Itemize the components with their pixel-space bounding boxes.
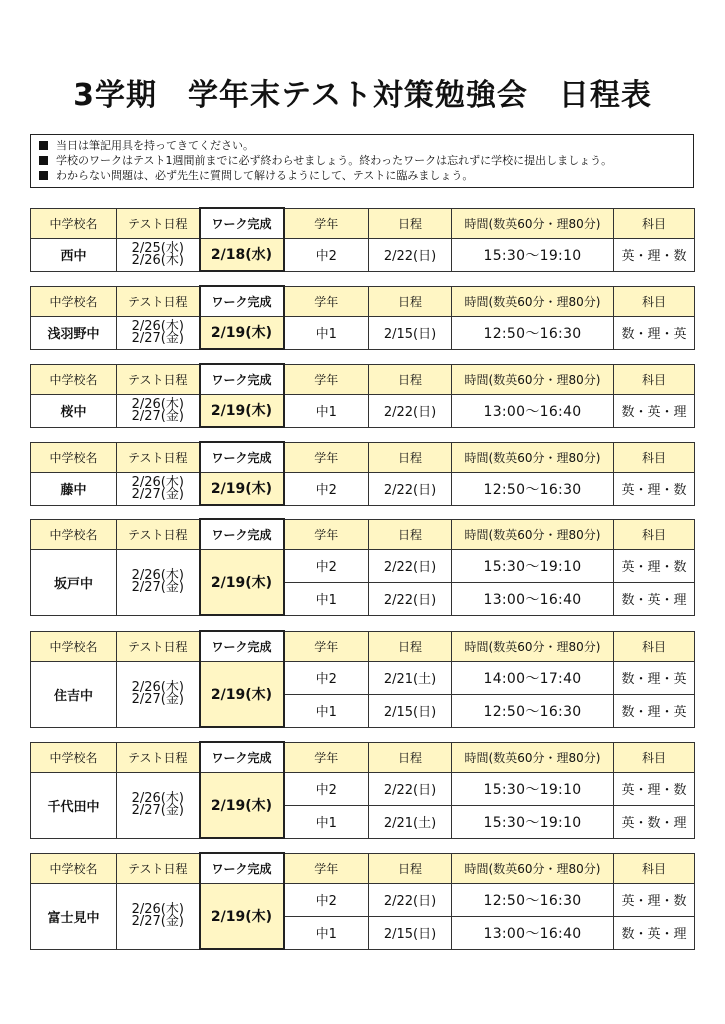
- header-subjects: 科目: [614, 364, 695, 394]
- test-date: 2/26(木): [131, 396, 184, 412]
- table-row: [31, 772, 695, 805]
- time-cell: 12:50～16:30: [452, 316, 614, 349]
- schedule-table: [30, 207, 695, 272]
- date-cell: 2/22(日): [369, 238, 452, 271]
- school-name: 桜中: [31, 394, 117, 427]
- note-item: [39, 168, 685, 183]
- test-date: 2/27(金): [131, 330, 184, 346]
- header-work-done: ワーク完成: [200, 364, 284, 394]
- school-name: 坂戸中: [31, 549, 117, 615]
- work-done-date: 2/19(木): [200, 472, 284, 505]
- school-name: 藤中: [31, 472, 117, 505]
- schedule-table: [30, 741, 695, 839]
- test-date: 2/27(金): [131, 486, 184, 502]
- subjects-cell: 英・理・数: [614, 238, 695, 271]
- grade-cell: 中1: [284, 316, 369, 349]
- header-grade: 学年: [284, 742, 369, 772]
- date-cell: 2/15(日): [369, 916, 452, 949]
- subjects-cell: 英・理・数: [614, 472, 695, 505]
- header-row: [31, 442, 695, 472]
- header-time: 時間(数英60分・理80分): [452, 742, 614, 772]
- header-time: 時間(数英60分・理80分): [452, 519, 614, 549]
- school-name: 西中: [31, 238, 117, 271]
- header-date: 日程: [369, 442, 452, 472]
- work-done-date: 2/19(木): [200, 772, 284, 838]
- grade-cell: 中2: [284, 472, 369, 505]
- table-row: [31, 661, 695, 694]
- time-cell: 13:00～16:40: [452, 582, 614, 615]
- date-cell: 2/21(土): [369, 661, 452, 694]
- table-row: [31, 394, 695, 427]
- time-cell: 15:30～19:10: [452, 805, 614, 838]
- test-dates: [117, 661, 200, 727]
- page-title: 3学期 学年末テスト対策勉強会 日程表: [73, 78, 652, 113]
- school-schedule-table: [30, 518, 694, 616]
- test-dates: [117, 316, 200, 349]
- header-row: [31, 519, 695, 549]
- header-time: 時間(数英60分・理80分): [452, 442, 614, 472]
- date-cell: 2/15(日): [369, 316, 452, 349]
- test-dates: [117, 772, 200, 838]
- test-date: 2/26(木): [131, 318, 184, 334]
- subjects-cell: 数・理・英: [614, 661, 695, 694]
- work-done-date: 2/19(木): [200, 549, 284, 615]
- header-subjects: 科目: [614, 442, 695, 472]
- header-grade: 学年: [284, 631, 369, 661]
- header-date: 日程: [369, 742, 452, 772]
- header-grade: 学年: [284, 853, 369, 883]
- school-schedule-table: [30, 852, 694, 950]
- school-name: 住吉中: [31, 661, 117, 727]
- subjects-cell: 英・数・理: [614, 805, 695, 838]
- header-time: 時間(数英60分・理80分): [452, 286, 614, 316]
- schedule-table: [30, 285, 695, 350]
- time-cell: 12:50～16:30: [452, 694, 614, 727]
- subjects-cell: 数・理・英: [614, 694, 695, 727]
- grade-cell: 中2: [284, 238, 369, 271]
- note-text: 学校のワークはテスト1週間前までに必ず終わらせましょう。終わったワークは忘れずに学校に提出しましょう。: [56, 154, 613, 167]
- header-school: 中学校名: [31, 286, 117, 316]
- header-subjects: 科目: [614, 742, 695, 772]
- table-row: [31, 316, 695, 349]
- header-time: 時間(数英60分・理80分): [452, 364, 614, 394]
- header-school: 中学校名: [31, 631, 117, 661]
- time-cell: 15:30～19:10: [452, 549, 614, 582]
- test-date: 2/27(金): [131, 408, 184, 424]
- table-row: [31, 549, 695, 582]
- time-cell: 13:00～16:40: [452, 916, 614, 949]
- school-schedule-table: [30, 207, 694, 272]
- test-date: 2/26(木): [131, 568, 184, 583]
- work-done-date: 2/19(木): [200, 394, 284, 427]
- time-cell: 14:00～17:40: [452, 661, 614, 694]
- subjects-cell: 数・英・理: [614, 394, 695, 427]
- header-row: [31, 631, 695, 661]
- grade-cell: 中1: [284, 916, 369, 949]
- grade-cell: 中1: [284, 805, 369, 838]
- header-row: [31, 364, 695, 394]
- header-subjects: 科目: [614, 631, 695, 661]
- header-date: 日程: [369, 853, 452, 883]
- header-work-done: ワーク完成: [200, 853, 284, 883]
- header-time: 時間(数英60分・理80分): [452, 208, 614, 238]
- header-date: 日程: [369, 631, 452, 661]
- header-date: 日程: [369, 364, 452, 394]
- header-school: 中学校名: [31, 364, 117, 394]
- header-work-done: ワーク完成: [200, 286, 284, 316]
- header-row: [31, 286, 695, 316]
- school-schedule-table: [30, 285, 694, 350]
- square-bullet-icon: [39, 171, 48, 180]
- work-done-date: 2/19(木): [200, 316, 284, 349]
- school-name: 千代田中: [31, 772, 117, 838]
- date-cell: 2/22(日): [369, 394, 452, 427]
- header-row: [31, 742, 695, 772]
- grade-cell: 中2: [284, 661, 369, 694]
- header-time: 時間(数英60分・理80分): [452, 853, 614, 883]
- grade-cell: 中1: [284, 694, 369, 727]
- test-date: 2/27(金): [131, 692, 184, 707]
- test-dates: [117, 472, 200, 505]
- schedule-table: [30, 630, 695, 728]
- header-test-dates: テスト日程: [117, 208, 200, 238]
- table-row: [31, 472, 695, 505]
- note-text: 当日は筆記用具を持ってきてください。: [56, 139, 254, 152]
- header-test-dates: テスト日程: [117, 286, 200, 316]
- test-date: 2/26(木): [131, 680, 184, 695]
- test-date: 2/26(木): [131, 252, 184, 268]
- subjects-cell: 数・英・理: [614, 582, 695, 615]
- subjects-cell: 数・理・英: [614, 316, 695, 349]
- note-item: [39, 138, 685, 153]
- header-grade: 学年: [284, 208, 369, 238]
- square-bullet-icon: [39, 156, 48, 165]
- table-row: [31, 883, 695, 916]
- header-subjects: 科目: [614, 286, 695, 316]
- header-row: [31, 853, 695, 883]
- date-cell: 2/21(土): [369, 805, 452, 838]
- header-test-dates: テスト日程: [117, 742, 200, 772]
- header-work-done: ワーク完成: [200, 519, 284, 549]
- test-date: 2/26(木): [131, 474, 184, 490]
- header-grade: 学年: [284, 364, 369, 394]
- header-work-done: ワーク完成: [200, 208, 284, 238]
- time-cell: 15:30～19:10: [452, 772, 614, 805]
- grade-cell: 中2: [284, 883, 369, 916]
- table-row: [31, 238, 695, 271]
- test-date: 2/25(水): [131, 240, 184, 256]
- header-test-dates: テスト日程: [117, 853, 200, 883]
- header-school: 中学校名: [31, 742, 117, 772]
- header-test-dates: テスト日程: [117, 631, 200, 661]
- subjects-cell: 英・理・数: [614, 883, 695, 916]
- school-name: 浅羽野中: [31, 316, 117, 349]
- schedule-table: [30, 363, 695, 428]
- school-schedule-table: [30, 363, 694, 428]
- note-item: [39, 153, 685, 168]
- date-cell: 2/22(日): [369, 772, 452, 805]
- test-date: 2/27(金): [131, 580, 184, 595]
- grade-cell: 中1: [284, 582, 369, 615]
- date-cell: 2/22(日): [369, 549, 452, 582]
- header-subjects: 科目: [614, 853, 695, 883]
- header-test-dates: テスト日程: [117, 442, 200, 472]
- header-date: 日程: [369, 286, 452, 316]
- header-time: 時間(数英60分・理80分): [452, 631, 614, 661]
- test-dates: [117, 549, 200, 615]
- header-work-done: ワーク完成: [200, 742, 284, 772]
- subjects-cell: 英・理・数: [614, 772, 695, 805]
- school-schedule-table: [30, 741, 694, 839]
- header-school: 中学校名: [31, 519, 117, 549]
- grade-cell: 中2: [284, 549, 369, 582]
- school-schedule-table: [30, 630, 694, 728]
- notes-box: [30, 134, 694, 188]
- header-test-dates: テスト日程: [117, 519, 200, 549]
- school-schedule-table: [30, 441, 694, 506]
- schedule-table: [30, 518, 695, 616]
- date-cell: 2/22(日): [369, 582, 452, 615]
- school-name: 富士見中: [31, 883, 117, 949]
- test-date: 2/27(金): [131, 914, 184, 929]
- schedule-table: [30, 852, 695, 950]
- time-cell: 12:50～16:30: [452, 472, 614, 505]
- grade-cell: 中2: [284, 772, 369, 805]
- test-dates: [117, 238, 200, 271]
- header-school: 中学校名: [31, 442, 117, 472]
- work-done-date: 2/18(水): [200, 238, 284, 271]
- time-cell: 13:00～16:40: [452, 394, 614, 427]
- time-cell: 15:30～19:10: [452, 238, 614, 271]
- schedule-table: [30, 441, 695, 506]
- header-subjects: 科目: [614, 208, 695, 238]
- header-grade: 学年: [284, 286, 369, 316]
- header-test-dates: テスト日程: [117, 364, 200, 394]
- date-cell: 2/22(日): [369, 472, 452, 505]
- header-school: 中学校名: [31, 208, 117, 238]
- work-done-date: 2/19(木): [200, 661, 284, 727]
- header-date: 日程: [369, 519, 452, 549]
- header-grade: 学年: [284, 442, 369, 472]
- grade-cell: 中1: [284, 394, 369, 427]
- date-cell: 2/22(日): [369, 883, 452, 916]
- note-text: わからない問題は、必ず先生に質問して解けるようにして、テストに臨みましょう。: [56, 169, 474, 182]
- header-row: [31, 208, 695, 238]
- header-work-done: ワーク完成: [200, 631, 284, 661]
- work-done-date: 2/19(木): [200, 883, 284, 949]
- header-work-done: ワーク完成: [200, 442, 284, 472]
- subjects-cell: 英・理・数: [614, 549, 695, 582]
- square-bullet-icon: [39, 141, 48, 150]
- header-school: 中学校名: [31, 853, 117, 883]
- test-date: 2/26(木): [131, 902, 184, 917]
- header-subjects: 科目: [614, 519, 695, 549]
- test-dates: [117, 883, 200, 949]
- header-date: 日程: [369, 208, 452, 238]
- test-dates: [117, 394, 200, 427]
- time-cell: 12:50～16:30: [452, 883, 614, 916]
- test-date: 2/26(木): [131, 791, 184, 806]
- date-cell: 2/15(日): [369, 694, 452, 727]
- subjects-cell: 数・英・理: [614, 916, 695, 949]
- header-grade: 学年: [284, 519, 369, 549]
- test-date: 2/27(金): [131, 803, 184, 818]
